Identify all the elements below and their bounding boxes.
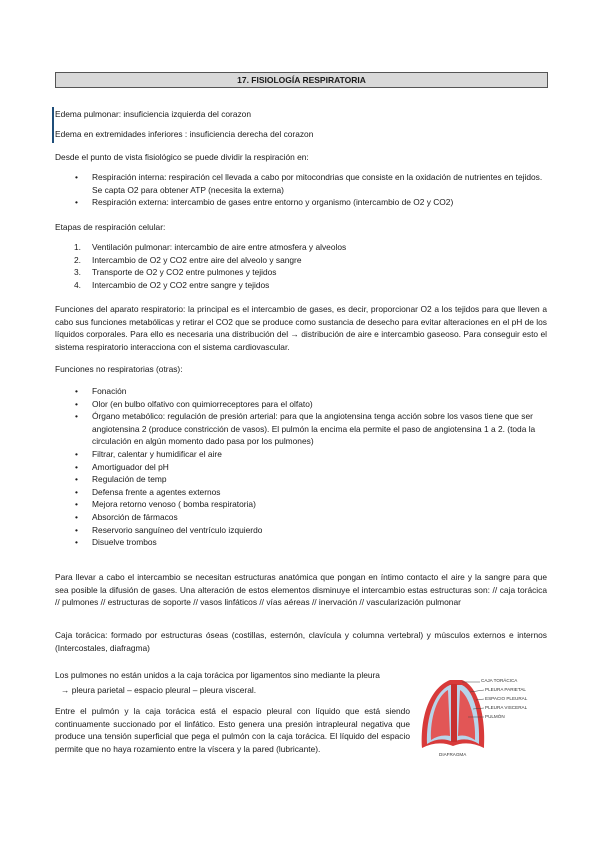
list-item: 4. Intercambio de O2 y CO2 entre sangre y tejidos <box>74 279 270 290</box>
list-item: • Mejora retorno venoso ( bomba respiratoria) <box>75 499 256 510</box>
nonresp-heading: Funciones no respiratorias (otras): <box>55 364 183 374</box>
nonresp-list <box>55 385 547 549</box>
list-item: 1. Ventilación pulmonar: intercambio de aire entre atmosfera y alveolos <box>74 242 347 252</box>
intro-line-3: Desde el punto de vista fisiológico se puede dividir la respiración en: <box>55 152 309 162</box>
pleura-line-1: Los pulmones no están unidos a la caja torácica por ligamentos sino mediante la pleura <box>55 670 380 680</box>
list-item: • Órgano metabólico: regulación de presión arterial: para que la angiotensina tenga acción sobre los vasos tiene que ser angiotensina 2 (produce constricción de vasos). El pulmón la encima ela permite el paso de angiotensina 1 a 2. (toda la circulación en algún momento dado pasa por los pulmones) <box>75 411 536 447</box>
list-item: • Amortiguador del pH <box>75 461 169 472</box>
thorax-paragraph: Caja torácica: formado por estructuras óseas (costillas, esternón, clavícula y columna vertebral) y músculos externos e internos (Intercostales, diafragma) <box>55 630 547 653</box>
list-item: • Respiración externa: intercambio de gases entre entorno y organismo (intercambio de O2 y CO2) <box>75 197 454 208</box>
list-item: • Absorción de fármacos <box>75 511 178 522</box>
list-item: • Filtrar, calentar y humidificar el aire <box>75 448 222 459</box>
diagram-label-parietal: PLEURA PARIETAL <box>485 687 526 692</box>
diagram-label-caja: CAJA TORÁCICA <box>481 678 518 683</box>
list-item: • Disuelve trombos <box>75 537 157 548</box>
margin-change-bar <box>52 107 54 143</box>
mediastinum-shape <box>451 684 457 742</box>
diagram-label-pulmon: PULMÓN <box>485 714 505 719</box>
list-item: • Reservorio sanguíneo del ventrículo izquierdo <box>75 524 263 535</box>
pleural-space-paragraph: Entre el pulmón y la caja torácica está el espacio pleural con líquido que está siendo continuamente succionado por el linfático. Esto genera una presión intrapleural negativa que produce una tensión superficial que pega el pulmón con la caja torácica. El líquido del espacio permite que no haya rozamiento entre la víscera y la pared (lubricante). <box>55 706 410 754</box>
exchange-paragraph: Para llevar a cabo el intercambio se necesitan estructuras anatómica que pongan en íntimo contacto el aire y la sangre para que sea posible la difusión de gases. Una alteración de estos elementos disminuye el intercambio estas estructuras son: // caja torácica // pulmones // estructuras de soporte // vasos linfáticos // vías aéreas // inervación // vascularización pulmonar <box>55 572 547 608</box>
intro-line-2: Edema en extremidades inferiores : insuficiencia derecha del corazon <box>55 129 314 139</box>
page-title: 17. FISIOLOGÍA RESPIRATORIA <box>55 72 548 88</box>
pleura-diagram-illustration <box>418 676 548 760</box>
list-item: 3. Transporte de O2 y CO2 entre pulmones y tejidos <box>74 267 277 278</box>
list-item: • Regulación de temp <box>75 474 167 485</box>
diagram-label-diafragma: DIAFRAGMA <box>439 752 467 757</box>
list-item: • Olor (en bulbo olfativo con quimiorreceptores para el olfato) <box>75 398 313 409</box>
diagram-label-visceral: PLEURA VISCERAL <box>485 705 528 710</box>
list-item: • Defensa frente a agentes externos <box>75 486 221 497</box>
intro-line-1: Edema pulmonar: insuficiencia izquierda del corazon <box>55 109 251 119</box>
list-item: • Fonación <box>75 386 127 396</box>
functions-paragraph: Funciones del aparato respiratorio: la principal es el intercambio de gases, es decir, proporcionar O2 a los tejidos para que lleven a cabo sus funciones metabólicas y retirar el CO2 que se produce como sustancia de desecho para evitar alteraciones en el pH de los líquidos corporales. Para ello es necesaria una distribución del → distribución de aire e intercambio gaseoso. Para conseguir esto el sistema respiratorio interacciona con el sistema cardiovascular. <box>55 304 547 352</box>
diagram-label-espacio: ESPACIO PLEURAL <box>485 696 528 701</box>
list-item: • Respiración interna: respiración cel llevada a cabo por mitocondrias que consiste en la oxidación de nutrientes en tejidos. Se capta O2 para obtener ATP (necesita la externa) <box>75 172 543 195</box>
pleura-line-2: → pleura parietal – espacio pleural – pleura visceral. <box>61 685 257 695</box>
stages-list <box>55 241 547 291</box>
pleura-diagram <box>418 676 548 760</box>
respiration-types-list <box>55 171 547 209</box>
list-item: 2. Intercambio de O2 y CO2 entre aire del alveolo y sangre <box>74 254 302 265</box>
stages-heading: Etapas de respiración celular: <box>55 222 166 232</box>
